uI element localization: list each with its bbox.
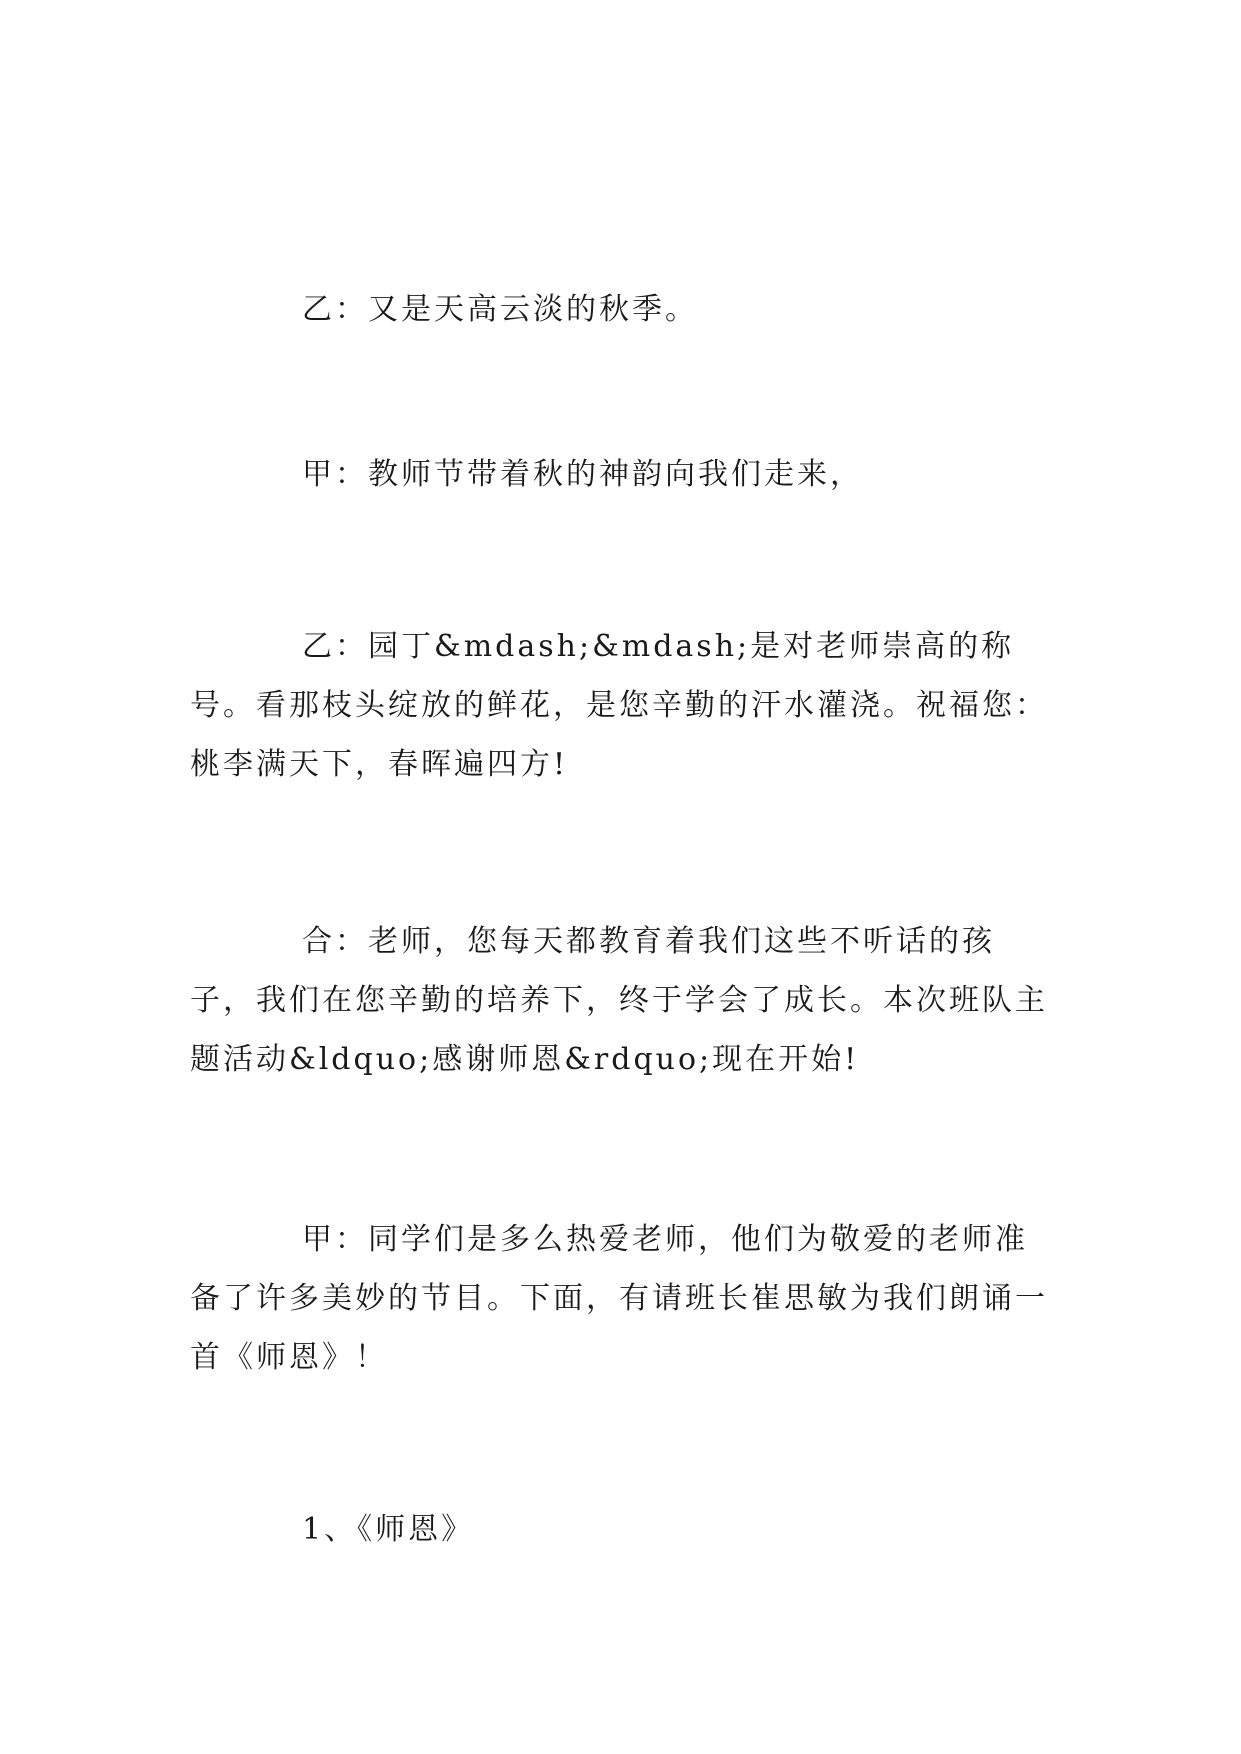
paragraph-line-jia-teachers-day: 甲：教师节带着秋的神韵向我们走来， xyxy=(302,457,863,492)
program-item-heading: 1、《师恩》 xyxy=(302,1512,475,1547)
paragraph-line-together-opening: 合：老师，您每天都教育着我们这些不听话的孩子，我们在您辛勤的培养下，终于学会了成长。本次班队主题活动&ldquo;感谢师恩&rdquo;现在开始! xyxy=(190,924,1048,1077)
paragraph-line-jia-introduction: 甲：同学们是多么热爱老师，他们为敬爱的老师准备了许多美妙的节目。下面，有请班长崔思敏为我们朗诵一首《师恩》！ xyxy=(190,1222,1048,1375)
paragraph-line-yi-gardener: 乙：园丁&mdash;&mdash;是对老师崇高的称号。看那枝头绽放的鲜花，是您辛勤的汗水灌浇。祝福您：桃李满天下，春晖遍四方! xyxy=(190,629,1048,782)
paragraph-line-yi-autumn: 乙：又是天高云淡的秋季。 xyxy=(302,292,698,327)
